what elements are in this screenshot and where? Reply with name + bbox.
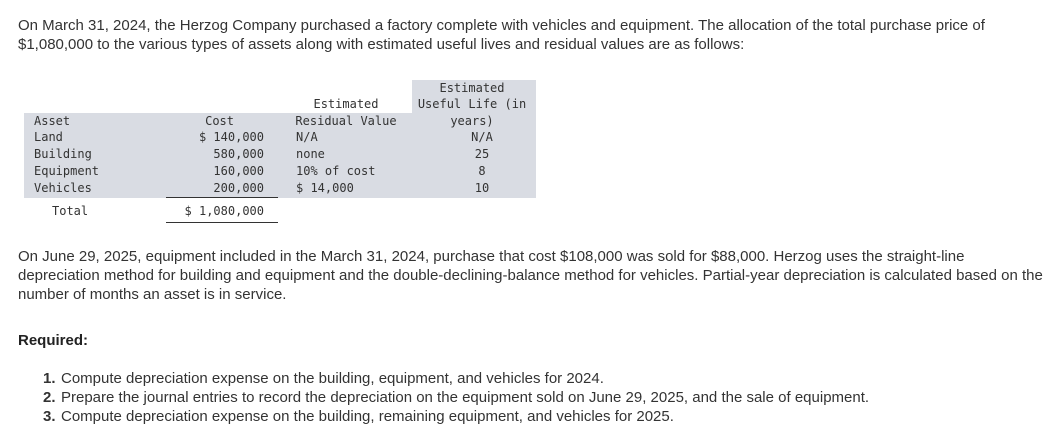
requirement-text: Compute depreciation expense on the building, remaining equipment, and vehicles for 2025.	[61, 408, 674, 425]
header-asset: Asset	[34, 114, 71, 128]
requirements-list	[18, 369, 869, 426]
cell-life: N/A	[471, 130, 493, 144]
cell-asset: Equipment	[34, 164, 100, 178]
cell-residual: $ 14,000	[296, 181, 354, 195]
cell-cost: $ 140,000	[198, 130, 264, 144]
requirement-number: 2.	[43, 389, 56, 406]
asset-allocation-table	[24, 80, 536, 218]
list-item	[18, 388, 869, 407]
total-cost: $ 1,080,000	[184, 204, 264, 218]
header-life-2: Useful Life (in	[417, 97, 527, 111]
total-underline	[166, 222, 278, 223]
header-cost: Cost	[205, 114, 234, 128]
cell-cost: 200,000	[213, 181, 264, 195]
intro-paragraph: On March 31, 2024, the Herzog Company purchased a factory complete with vehicles and equipment. The allocation of the total purchase price of $1,080,000 to the various types of assets along with estimated useful lives and residual values are as follows:	[18, 17, 985, 53]
cell-life: 25	[474, 147, 490, 161]
sale-paragraph: On June 29, 2025, equipment included in the March 31, 2024, purchase that cost $108,000 was sold for $88,000. Herzog uses the straight-line depreciation method for building and equipment and the double-declining-balance method for vehicles. Partial-year depreciation is calculated based on the number of months an asset is in service.	[18, 248, 1043, 303]
requirement-text: Prepare the journal entries to record the depreciation on the equipment sold on June 29, 2025, and the sale of equipment.	[61, 389, 870, 406]
requirement-number: 3.	[43, 408, 56, 425]
requirement-number: 1.	[43, 370, 56, 387]
header-residual-2: Residual Value	[295, 114, 397, 128]
cell-cost: 160,000	[213, 164, 264, 178]
cell-life: 8	[478, 164, 486, 178]
subtotal-underline	[166, 197, 278, 198]
cell-life: 10	[474, 181, 490, 195]
list-item	[18, 369, 869, 388]
requirement-text: Compute depreciation expense on the building, equipment, and vehicles for 2024.	[61, 370, 604, 387]
total-label: Total	[52, 204, 89, 218]
cell-residual: 10% of cost	[296, 164, 376, 178]
cell-asset: Vehicles	[34, 181, 92, 195]
cell-residual: N/A	[296, 130, 318, 144]
header-life-1: Estimated	[439, 81, 505, 95]
header-life-3: years)	[450, 114, 494, 128]
cell-asset: Land	[34, 130, 63, 144]
header-residual-1: Estimated	[313, 97, 379, 111]
list-item	[18, 407, 869, 426]
cell-asset: Building	[34, 147, 92, 161]
required-heading: Required:	[18, 332, 89, 349]
cell-cost: 580,000	[213, 147, 264, 161]
cell-residual: none	[296, 147, 325, 161]
